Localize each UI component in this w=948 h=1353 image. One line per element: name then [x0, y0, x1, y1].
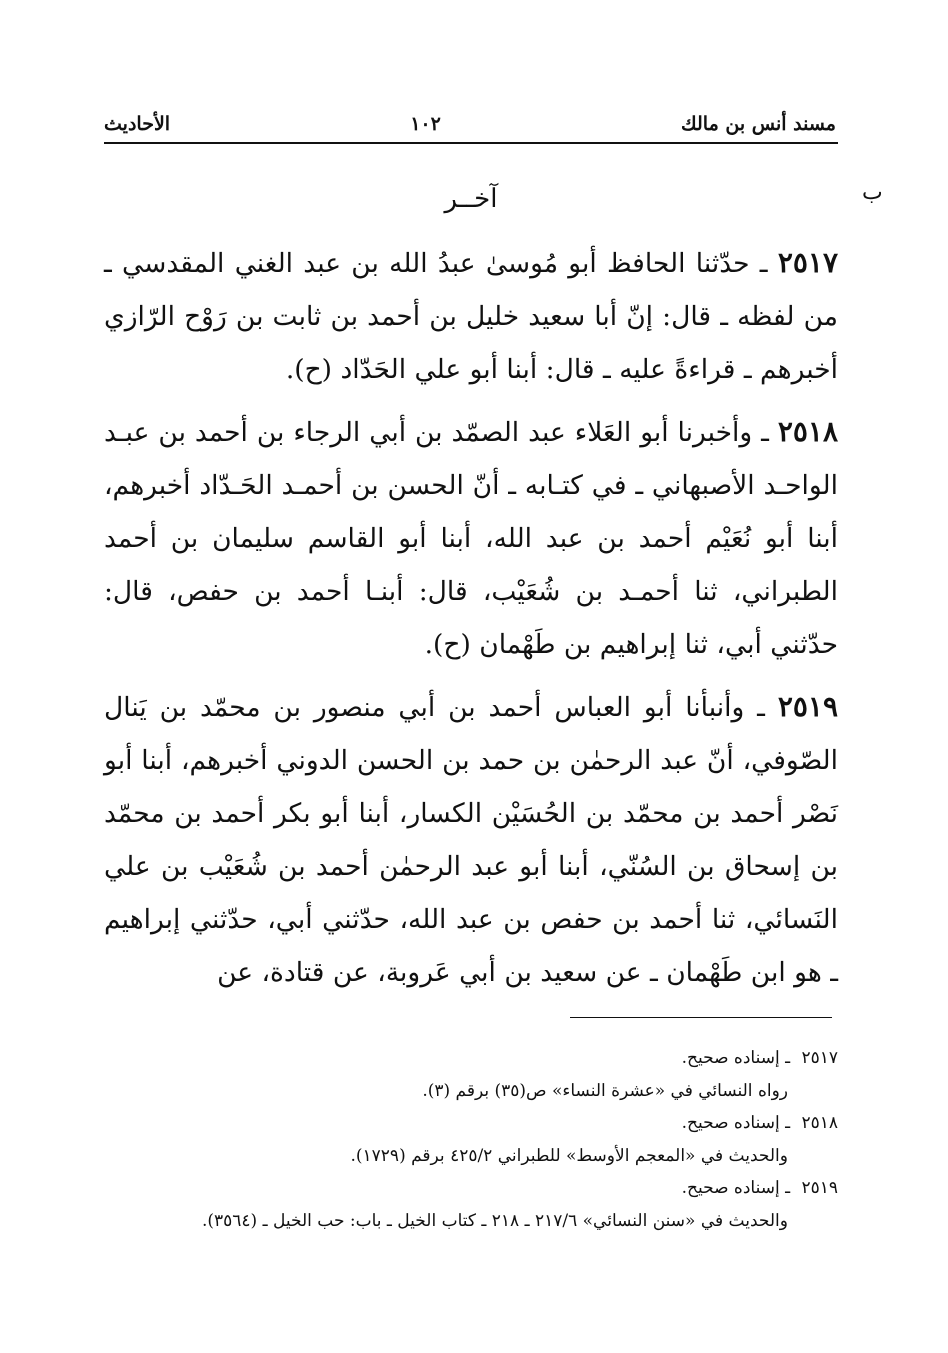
footnote-grade	[104, 1042, 838, 1075]
running-header	[104, 104, 836, 144]
hadith-number: ٢٥١٧	[777, 246, 838, 279]
footnote-number: ٢٥١٨	[801, 1113, 838, 1133]
hadith-text: ـ حدّثنا الحافظ أبو مُوسىٰ عبدُ الله بن عبد الغني المقدسي ـ من لفظه ـ قال: إنّ أبا سعيد خليل بن أحمد بن ثابت بن رَوْح الرّازي أخبرهم ـ قراءةً عليه ـ قال: أبنا أبو علي الحَدّاد (ح).	[104, 248, 838, 385]
footnote-grade-text: ـ إسناده صحيح.	[681, 1178, 791, 1198]
footnote-divider	[570, 1017, 832, 1018]
footnote-grade	[104, 1172, 838, 1205]
footnotes	[104, 1042, 838, 1237]
footnote-grade-text: ـ إسناده صحيح.	[681, 1113, 791, 1133]
hadith-paragraph	[104, 236, 838, 396]
margin-letter: ب	[862, 180, 883, 205]
footnote-grade	[104, 1107, 838, 1140]
footnote-number: ٢٥١٩	[801, 1178, 838, 1198]
section-title: آخــر	[444, 184, 498, 214]
footnote-detail: رواه النسائي في «عشرة النساء» ص(٣٥) برقم (٣).	[422, 1080, 788, 1101]
hadith-number: ٢٥١٨	[777, 415, 838, 448]
hadith-number: ٢٥١٩	[777, 690, 838, 723]
main-text	[104, 236, 838, 1008]
hadith-text: ـ وأخبرنا أبو العَلاء عبد الصمّد بن أبي الرجاء بن أحمد بن عبـد الواحـد الأصبهاني ـ في كتـابه ـ أنّ الحسن بن أحمـد الحَـدّاد أخبرهم، أبنا أبو نُعَيْم أحمد بن عبد الله، أبنا أبو القاسم سليمان بن أحمد الطبراني، ثنا أحمـد بن شُعَيْب، قال: أبنـا أحمد بن حفص، قال: حدّثني أبي، ثنا إبراهيم بن طَهْمان (ح).	[104, 417, 838, 660]
hadith-paragraph	[104, 680, 838, 999]
footnote-grade-text: ـ إسناده صحيح.	[681, 1048, 791, 1068]
header-chapter: الأحاديث	[104, 113, 171, 135]
footnote-detail: والحديث في «المعجم الأوسط» للطبراني ٤٢٥/٢ برقم (١٧٢٩).	[350, 1145, 788, 1166]
hadith-paragraph	[104, 405, 838, 671]
page-number: ١٠٢	[410, 113, 441, 135]
footnote-number: ٢٥١٧	[801, 1048, 838, 1068]
hadith-text: ـ وأنبأنا أبو العباس أحمد بن أبي منصور بن محمّد بن يَنال الصّوفي، أنّ عبد الرحمٰن بن حمد بن الحسن الدوني أخبرهم، أبنا أبو نَصْر أحمد بن محمّد بن الحُسَيْن الكسار، أبنا أبو بكر أحمد بن محمّد بن إسحاق بن السُنّي، أبنا أبو عبد الرحمٰن أحمد بن شُعَيْب بن علي النَسائي، ثنا أحمد بن حفص بن عبد الله، حدّثني أبي، حدّثني إبراهيم ـ هو ابن طَهْمان ـ عن سعيد بن أبي عَروبة، عن قتادة، عن	[104, 692, 838, 988]
header-book-title: مسند أنس بن مالك	[681, 113, 836, 135]
header-divider	[104, 142, 838, 144]
footnote-detail: والحديث في «سنن النسائي» ٢١٧/٦ ـ ٢١٨ ـ كتاب الخيل ـ باب: حب الخيل ـ (٣٥٦٤).	[201, 1210, 788, 1231]
